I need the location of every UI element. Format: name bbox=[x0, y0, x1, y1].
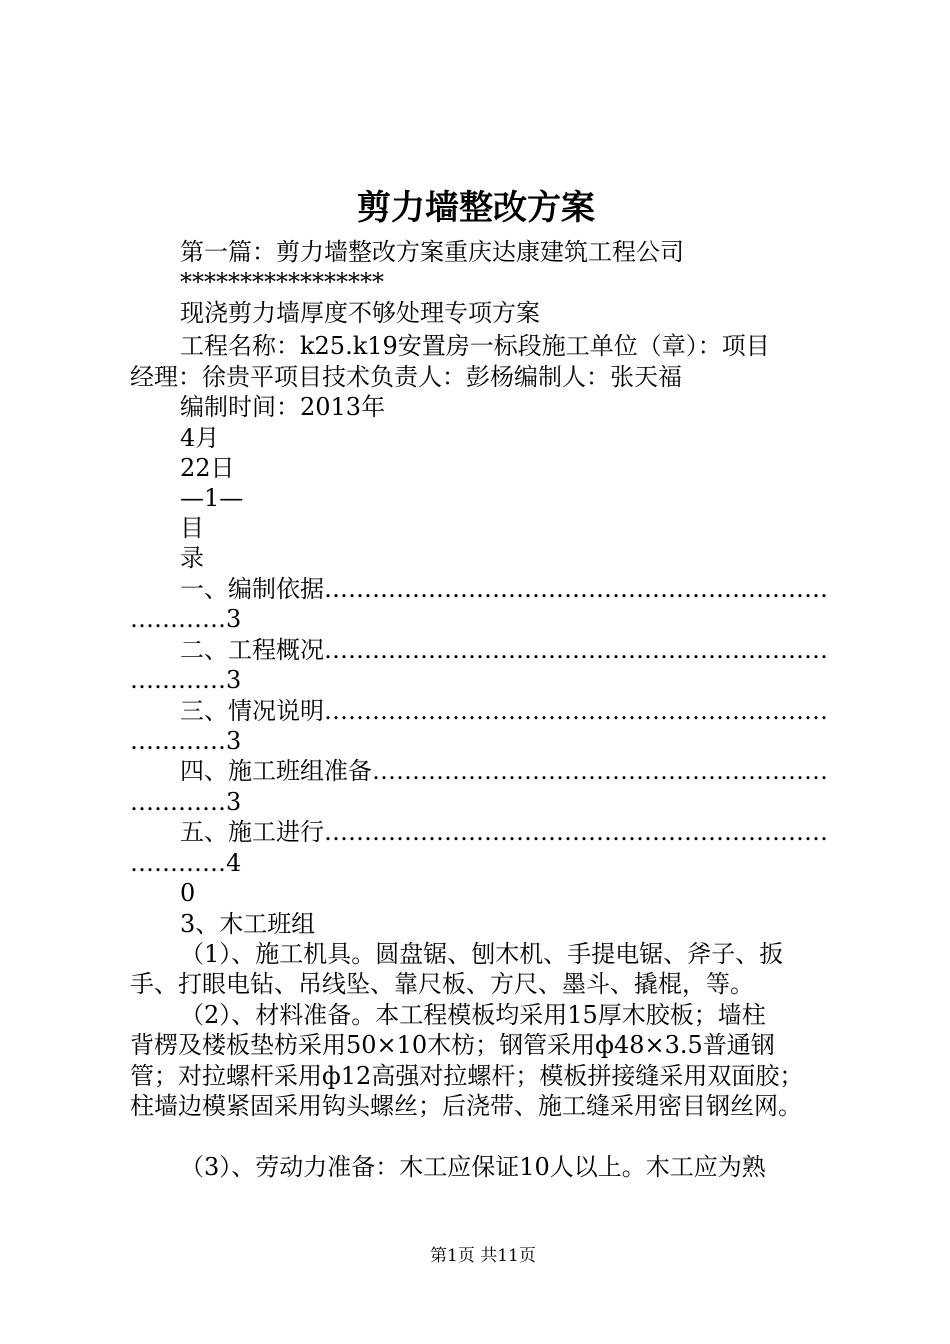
toc-entry-page: …………3 bbox=[130, 727, 242, 755]
toc-entry-page: …………3 bbox=[130, 788, 242, 816]
toc-entry: 四、施工班组准备………………………………………………… bbox=[180, 757, 828, 785]
text-line: 0 bbox=[180, 879, 196, 907]
toc-entry-page: …………3 bbox=[130, 605, 242, 633]
paragraph-line: （3）、劳动力准备：木工应保证10人以上。木工应为熟 bbox=[180, 1153, 766, 1181]
toc-entry: 二、工程概况……………………………………………………… bbox=[180, 636, 828, 664]
text-line: 录 bbox=[180, 544, 204, 572]
text-line: 编制时间：2013年 bbox=[180, 393, 386, 421]
text-line: 经理：徐贵平项目技术负责人：彭杨编制人：张天福 bbox=[130, 363, 682, 391]
page-footer: 第1页 共11页 bbox=[430, 1246, 536, 1266]
toc-entry-page: …………4 bbox=[130, 849, 242, 877]
paragraph-line: 柱墙边模紧固采用钩头螺丝；后浇带、施工缝采用密目钢丝网。 bbox=[130, 1092, 802, 1120]
text-line: 工程名称：k25.k19安置房一标段施工单位（章）：项目 bbox=[180, 332, 770, 360]
paragraph-line: （1）、施工机具。圆盘锯、刨木机、手提电锯、斧子、扳 bbox=[180, 940, 784, 968]
toc-entry: 五、施工进行……………………………………………………… bbox=[180, 818, 828, 846]
paragraph-line: （2）、材料准备。本工程模板均采用15厚木胶板；墙柱 bbox=[180, 1001, 766, 1029]
text-line: —1— bbox=[180, 484, 244, 512]
toc-entry: 三、情况说明……………………………………………………… bbox=[180, 697, 828, 725]
text-line: 4月 bbox=[180, 424, 220, 452]
paragraph-line: 手、打眼电钻、吊线坠、靠尺板、方尺、墨斗、撬棍，等。 bbox=[130, 970, 754, 998]
text-line: 22日 bbox=[180, 454, 235, 482]
toc-entry: 一、编制依据……………………………………………………… bbox=[180, 575, 828, 603]
text-line: 目 bbox=[180, 514, 204, 542]
separator-line: ***************** bbox=[180, 268, 384, 296]
heading-line: 第一篇：剪力墙整改方案重庆达康建筑工程公司 bbox=[180, 238, 684, 266]
section-heading: 3、木工班组 bbox=[180, 910, 316, 938]
subtitle-line: 现浇剪力墙厚度不够处理专项方案 bbox=[180, 299, 540, 327]
paragraph-line: 背楞及楼板垫枋采用50×10木枋；钢管采用ф48×3.5普通钢 bbox=[130, 1031, 775, 1059]
document-title: 剪力墙整改方案 bbox=[357, 188, 595, 228]
paragraph-line: 管；对拉螺杆采用ф12高强对拉螺杆；模板拼接缝采用双面胶； bbox=[130, 1062, 804, 1090]
toc-entry-page: …………3 bbox=[130, 666, 242, 694]
